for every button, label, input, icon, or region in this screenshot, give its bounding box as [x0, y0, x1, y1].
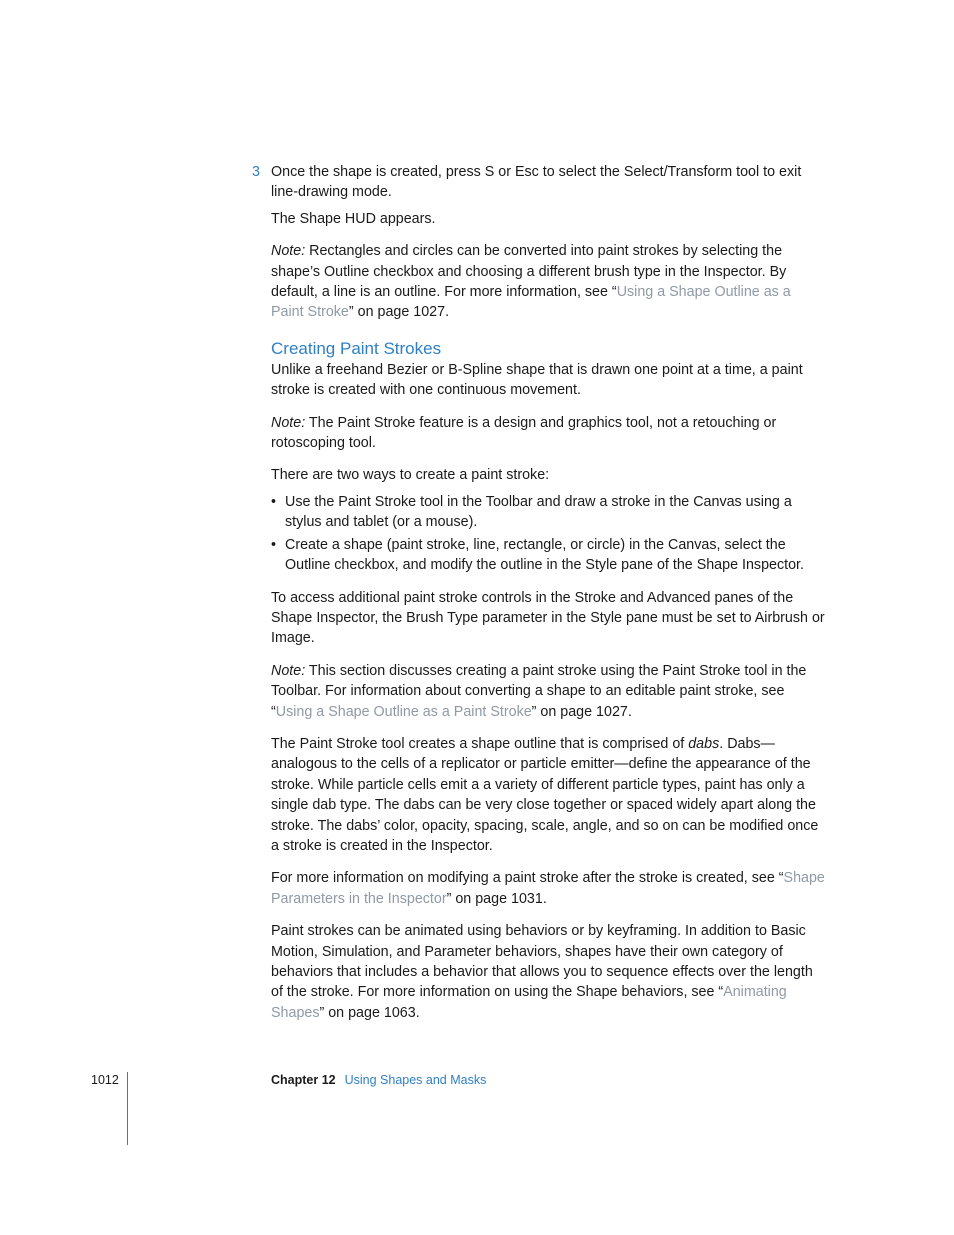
- chapter-title: Using Shapes and Masks: [344, 1073, 487, 1087]
- cross-reference-link[interactable]: Animating Shapes: [271, 984, 787, 1021]
- cross-reference-link[interactable]: Using a Shape Outline as a Paint Stroke: [275, 703, 532, 720]
- note-label: Note:: [271, 243, 306, 260]
- bullet-icon: •: [271, 493, 277, 510]
- dabs-text: The Paint Stroke tool creates a shape outline that is comprised of: [271, 735, 689, 752]
- note-paragraph: [271, 241, 827, 323]
- list-item-text: Use the Paint Stroke tool in the Toolbar and draw a stroke in the Canvas using a stylus and tablet (or a mouse).: [285, 493, 792, 531]
- page-reference: ” on page 1027.: [348, 304, 450, 321]
- ways-intro: There are two ways to create a paint stroke:: [271, 467, 550, 484]
- page-reference: ” on page 1031.: [446, 890, 547, 907]
- more-info-text: For more information on modifying a paint stroke after the stroke is created, see “: [271, 870, 784, 887]
- list-item-text: Create a shape (paint stroke, line, rectangle, or circle) in the Canvas, select the Outline checkbox, and modify the outline in the Style pane of the Shape Inspector.: [285, 536, 804, 574]
- dabs-paragraph: [271, 734, 827, 856]
- hud-text: The Shape HUD appears.: [271, 210, 436, 227]
- page-content: [271, 162, 827, 1023]
- dabs-term: dabs: [688, 735, 720, 752]
- footer-page-number: 1012: [91, 1073, 119, 1087]
- note-paragraph: [271, 413, 827, 454]
- more-info-paragraph: [271, 868, 827, 909]
- section-heading: Creating Paint Strokes: [271, 338, 442, 358]
- note-paragraph: [271, 661, 827, 722]
- note-text: Rectangles and circles can be converted into paint strokes by selecting the shape’s Outline checkbox and choosing a different brush type in the Inspector. By default, a line is an outline. For more information, see “: [271, 243, 787, 301]
- list-item: [271, 492, 827, 533]
- note-label: Note:: [271, 414, 306, 431]
- bullet-icon: •: [271, 536, 277, 553]
- footer-chapter: [271, 1072, 486, 1088]
- bullet-list: [271, 492, 827, 576]
- list-item: [271, 535, 827, 576]
- step-number: 3: [252, 164, 260, 180]
- chapter-label: Chapter 12: [271, 1073, 336, 1087]
- page-reference: ” on page 1027.: [531, 703, 632, 720]
- animated-paragraph: [271, 921, 827, 1023]
- dabs-text: . Dabs—analogous to the cells of a replicator or particle emitter—define the appearance of the stroke. While particle cells emit a a variety of different particle types, paint has only a single dab type. The dabs can be very close together or spaced widely apart along the stroke. The dabs’ color, opacity, spacing, scale, angle, and so on can be modified once a stroke is created in the Inspector.: [271, 735, 819, 854]
- step-text: Once the shape is created, press S or Esc to select the Select/Transform tool to exit line-drawing mode.: [271, 164, 802, 201]
- note-text: The Paint Stroke feature is a design and graphics tool, not a retouching or rotoscoping tool.: [271, 414, 777, 452]
- section-intro: Unlike a freehand Bezier or B-Spline shape that is drawn one point at a time, a paint stroke is created with one continuous movement.: [271, 361, 803, 399]
- access-paragraph: To access additional paint stroke controls in the Stroke and Advanced panes of the Shape Inspector, the Brush Type parameter in the Style pane must be set to Airbrush or Image.: [271, 589, 825, 647]
- cross-reference-link[interactable]: Shape Parameters in the Inspector: [271, 870, 825, 907]
- note-label: Note:: [271, 662, 306, 679]
- footer-divider: [127, 1072, 128, 1145]
- note-text: This section discusses creating a paint stroke using the Paint Stroke tool in the Toolbar. For information about converting a shape to an editable paint stroke, see “: [271, 662, 807, 720]
- animated-text: Paint strokes can be animated using behaviors or by keyframing. In addition to Basic Motion, Simulation, and Parameter behaviors, shapes have their own category of behaviors that includes a behavior that allows you to sequence effects over the length of the stroke. For more information on using the Shape behaviors, see “: [271, 923, 813, 1001]
- cross-reference-link[interactable]: Using a Shape Outline as a Paint Stroke: [271, 284, 791, 321]
- page-reference: ” on page 1063.: [319, 1004, 420, 1021]
